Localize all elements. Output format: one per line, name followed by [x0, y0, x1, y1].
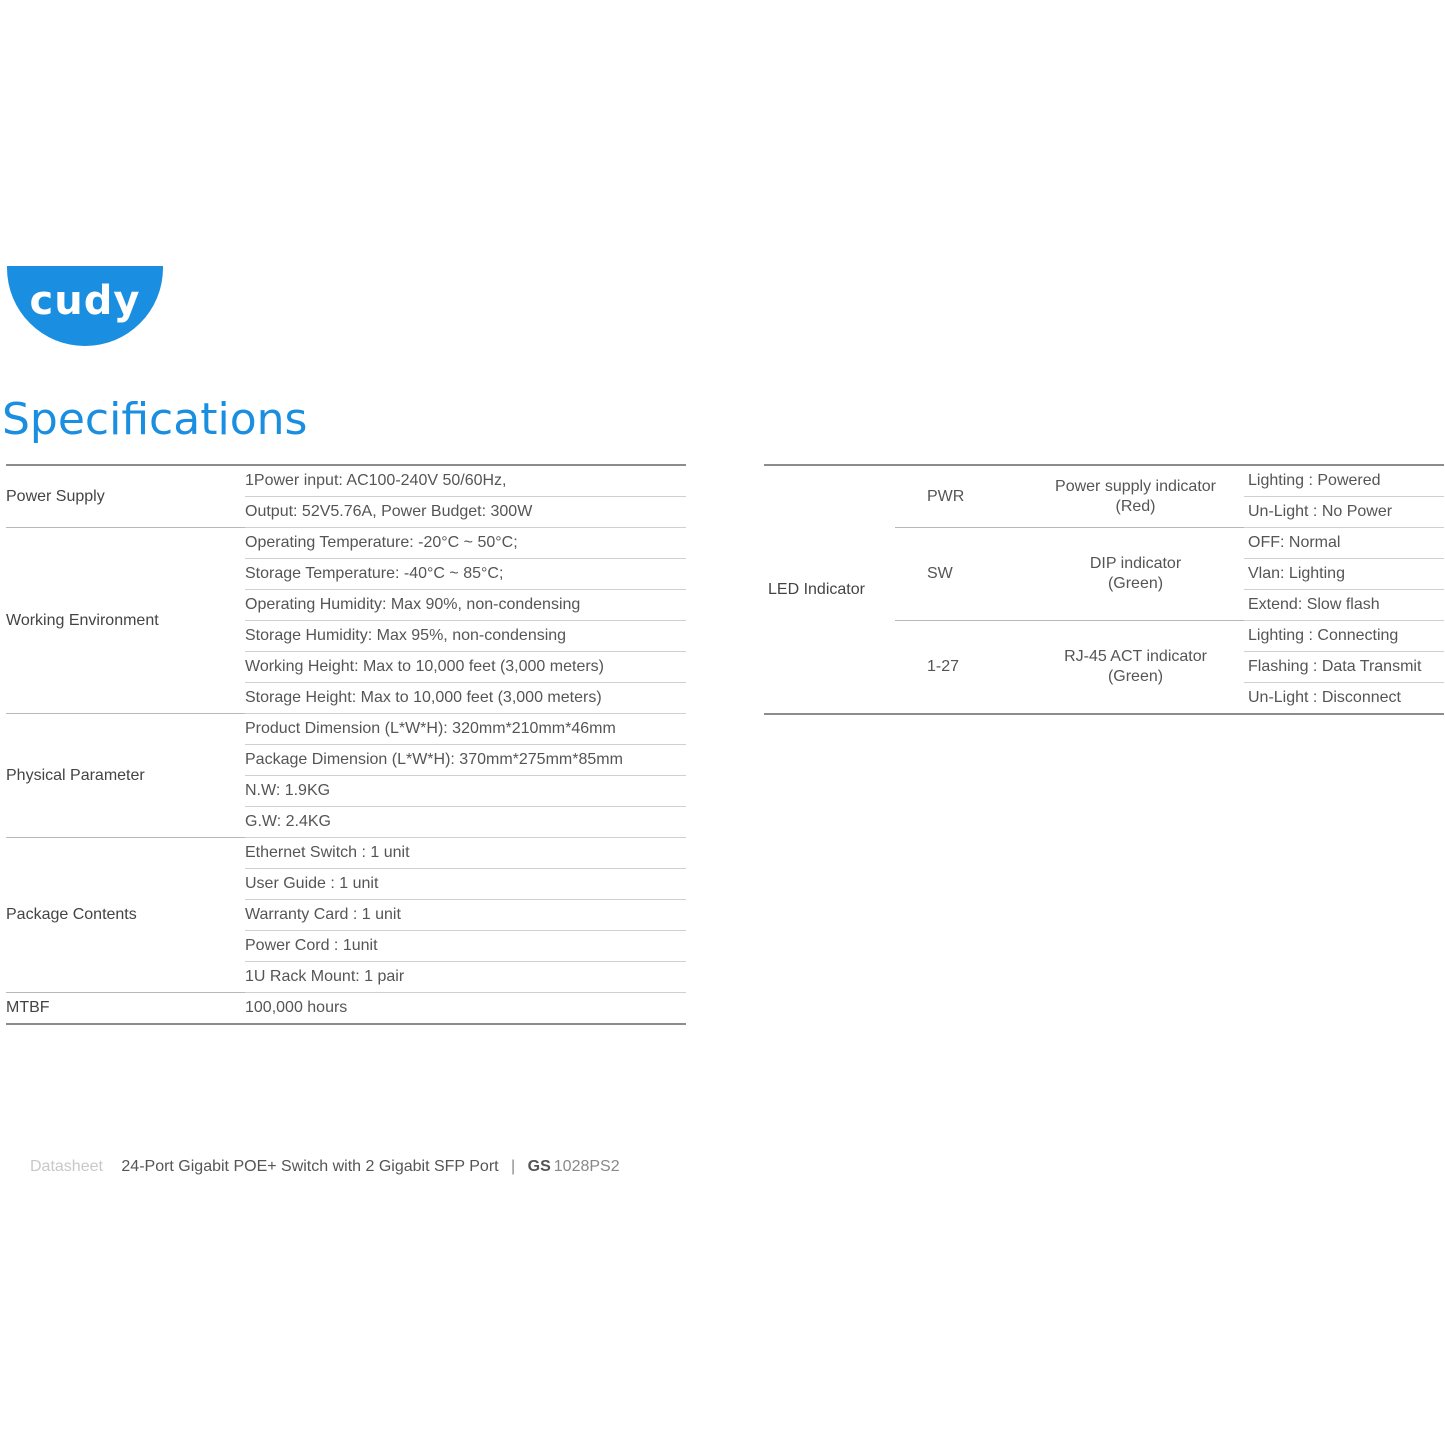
led-row — [764, 465, 1444, 497]
led-description — [1027, 465, 1244, 528]
footer-model-number: 1028PS2 — [553, 1158, 620, 1175]
led-state: Extend: Slow flash — [1244, 590, 1444, 621]
led-indicator-table — [764, 464, 1444, 715]
spec-value: Power Cord : 1unit — [245, 931, 686, 962]
led-code: SW — [895, 528, 1027, 621]
led-state: OFF: Normal — [1244, 528, 1444, 559]
spec-value: Operating Temperature: -20°C ~ 50°C; — [245, 528, 686, 559]
spec-value: Product Dimension (L*W*H): 320mm*210mm*46mm — [245, 714, 686, 745]
spec-value: Storage Humidity: Max 95%, non-condensing — [245, 621, 686, 652]
spec-value: Ethernet Switch : 1 unit — [245, 838, 686, 869]
led-state: Un-Light : No Power — [1244, 497, 1444, 528]
led-description-line: (Green) — [1107, 575, 1164, 592]
footer — [30, 1158, 620, 1176]
spec-row — [6, 714, 686, 745]
led-code: 1-27 — [895, 621, 1027, 715]
spec-value: 100,000 hours — [245, 993, 686, 1025]
led-category: LED Indicator — [768, 580, 865, 598]
spec-value: G.W: 2.4KG — [245, 807, 686, 838]
led-state: Vlan: Lighting — [1244, 559, 1444, 590]
spec-value: N.W: 1.9KG — [245, 776, 686, 807]
spec-value: User Guide : 1 unit — [245, 869, 686, 900]
spec-row — [6, 993, 686, 1025]
spec-category: Power Supply — [6, 487, 105, 505]
spec-value: Storage Temperature: -40°C ~ 85°C; — [245, 559, 686, 590]
spec-value: Storage Height: Max to 10,000 feet (3,000 meters) — [245, 683, 686, 714]
led-state: Flashing : Data Transmit — [1244, 652, 1444, 683]
footer-product-name: 24-Port Gigabit POE+ Switch with 2 Gigabit SFP Port — [121, 1158, 499, 1175]
spec-row — [6, 838, 686, 869]
spec-value: Operating Humidity: Max 90%, non-condensing — [245, 590, 686, 621]
spec-value: Warranty Card : 1 unit — [245, 900, 686, 931]
led-state: Un-Light : Disconnect — [1248, 689, 1401, 706]
led-state: Lighting : Connecting — [1244, 621, 1444, 652]
spec-category: Working Environment — [6, 528, 245, 714]
spec-value: 1U Rack Mount: 1 pair — [245, 962, 686, 993]
footer-model-prefix: GS — [527, 1158, 551, 1175]
led-code: PWR — [927, 487, 965, 505]
page-title: Specifications — [2, 394, 308, 445]
cudy-logo — [7, 266, 163, 346]
spec-category: MTBF — [6, 993, 245, 1025]
spec-category: Package Contents — [6, 838, 245, 993]
led-description-line: Power supply indicator — [1055, 477, 1216, 495]
spec-value: Package Dimension (L*W*H): 370mm*275mm*85mm — [245, 745, 686, 776]
led-description-line: RJ-45 ACT indicator — [1064, 648, 1207, 665]
led-description — [1027, 528, 1244, 621]
led-description — [1027, 621, 1244, 715]
led-state: Lighting : Powered — [1244, 465, 1444, 497]
led-description-line: (Red) — [1115, 497, 1156, 515]
led-description-line: (Green) — [1107, 668, 1164, 685]
footer-datasheet-label: Datasheet — [30, 1158, 103, 1175]
spec-row — [6, 528, 686, 559]
footer-separator: | — [511, 1158, 516, 1175]
spec-value: 1Power input: AC100-240V 50/60Hz, — [245, 465, 686, 497]
spec-value: Working Height: Max to 10,000 feet (3,000 meters) — [245, 652, 686, 683]
spec-category: Physical Parameter — [6, 714, 245, 838]
spec-value: Output: 52V5.76A, Power Budget: 300W — [245, 497, 686, 528]
logo-text: cudy — [29, 278, 141, 324]
led-description-line: DIP indicator — [1089, 555, 1182, 572]
spec-row — [6, 465, 686, 497]
specifications-table — [6, 464, 686, 1025]
